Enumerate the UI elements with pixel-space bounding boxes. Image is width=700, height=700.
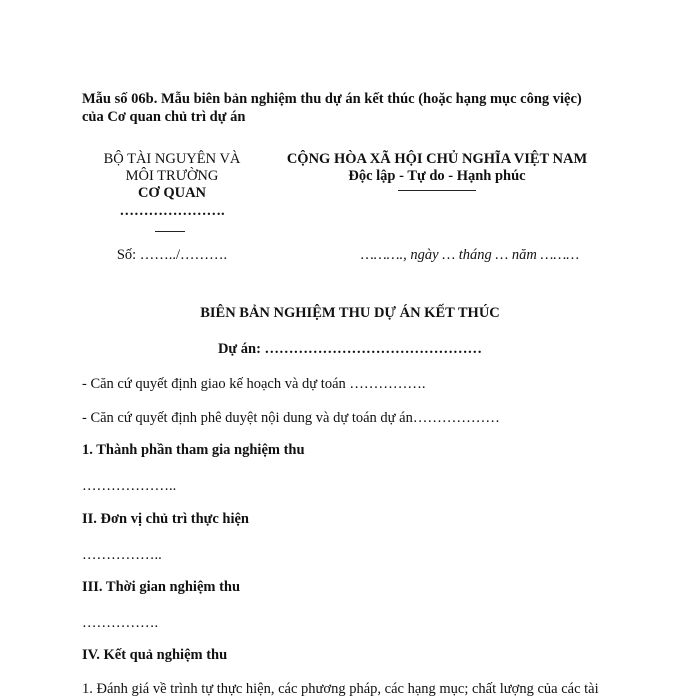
- section-heading-participants: 1. Thành phần tham gia nghiệm thu: [82, 442, 305, 458]
- results-item-1: 1. Đánh giá về trình tự thực hiện, các phương pháp, các hạng mục; chất lượng của các tài: [82, 681, 599, 697]
- section-heading-acceptance-results: IV. Kết quả nghiệm thu: [82, 647, 228, 663]
- document-title: BIÊN BẢN NGHIỆM THU DỰ ÁN KẾT THÚC: [200, 305, 500, 321]
- document-number: Số: ……../……….: [116, 247, 228, 263]
- country-name: CỘNG HÒA XÃ HỘI CHỦ NGHĨA VIỆT NAM: [286, 151, 588, 167]
- national-motto: Độc lập - Tự do - Hạnh phúc: [348, 168, 526, 184]
- project-line: Dự án: ………………………………………: [217, 341, 483, 357]
- form-title-line2: của Cơ quan chủ trì dự án: [82, 109, 246, 125]
- section-blank-executing-unit: ……………..: [82, 547, 162, 563]
- section-blank-participants: ………………..: [82, 478, 177, 494]
- section-heading-acceptance-time: III. Thời gian nghiệm thu: [82, 579, 241, 595]
- left-header-divider: [155, 231, 185, 232]
- right-header-divider: [398, 190, 476, 191]
- basis-item-1: - Căn cứ quyết định giao kế hoạch và dự toán …………….: [82, 376, 426, 392]
- form-title-line1: Mẫu số 06b. Mẫu biên bản nghiệm thu dự án kết thúc (hoặc hạng mục công việc): [82, 91, 582, 107]
- agency-name: CƠ QUAN: [137, 185, 207, 201]
- ministry-line2: MÔI TRƯỜNG: [125, 168, 219, 184]
- section-heading-executing-unit: II. Đơn vị chủ trì thực hiện: [82, 511, 249, 527]
- basis-item-2: - Căn cứ quyết định phê duyệt nội dung và dự toán dự án………………: [82, 410, 500, 426]
- ministry-line1: BỘ TÀI NGUYÊN VÀ: [103, 151, 241, 167]
- date-line: ………., ngày … tháng … năm ………: [360, 247, 580, 263]
- section-blank-acceptance-time: …………….: [82, 615, 159, 631]
- agency-blank: ………………….: [119, 203, 225, 219]
